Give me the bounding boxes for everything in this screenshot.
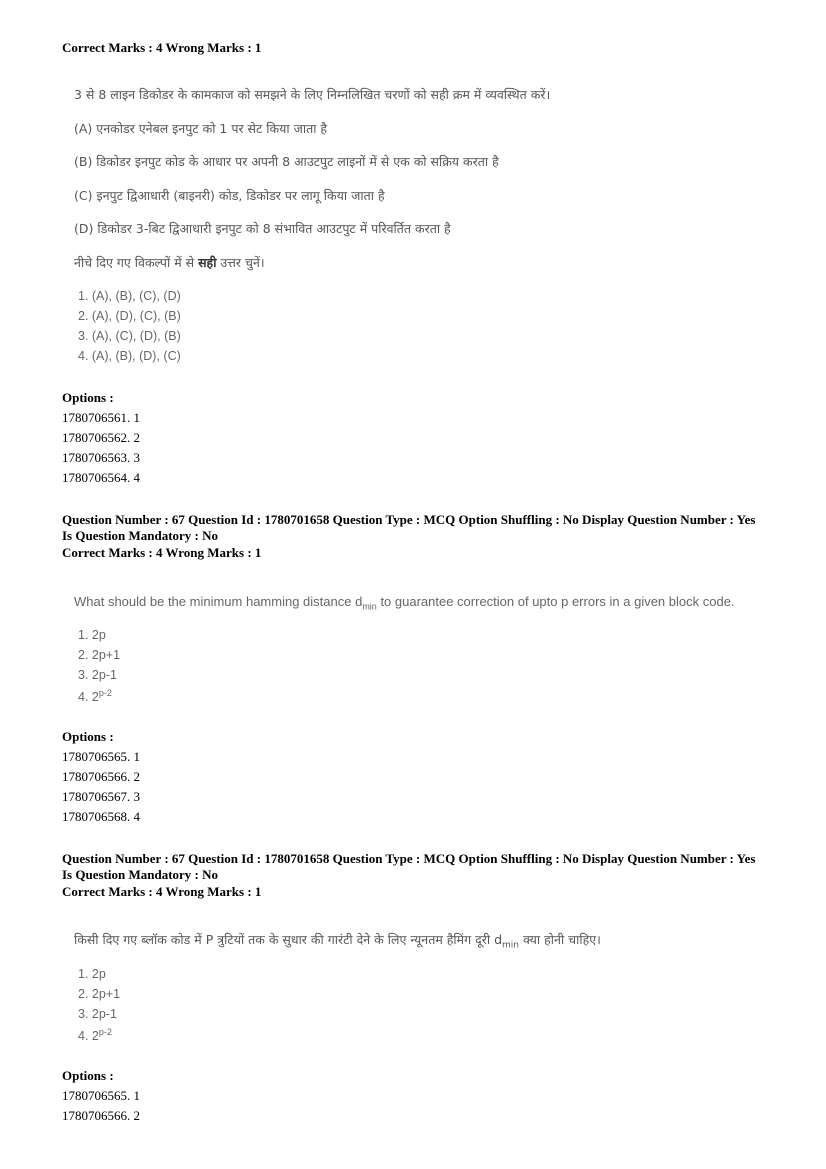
choice-4: 4. 2$^{p-2}$ [78, 1027, 112, 1044]
choice-1: 1. 2p [78, 628, 106, 642]
choice-4: 4. 2$^{p-2}$ [78, 688, 112, 705]
question-text: 3 से 8 लाइन डिकोडर के कामकाज को समझने के लिए निम्नलिखित चरणों को सही क्रम में व्यवस्थित करें। [74, 87, 551, 102]
statement-d: (D) डिकोडर 3-बिट द्विआधारी इनपुट को 8 संभावित आउटपुट में परिवर्तित करता है [74, 221, 451, 236]
choice-1: 1. 2p [78, 967, 106, 981]
choice-3: 3. 2p-1 [78, 668, 117, 682]
question-text: What should be the minimum hamming distance $d_{min}$ to guarantee correction of upto p errors in a given block code. [74, 594, 735, 612]
question-text: किसी दिए गए ब्लॉक कोड में P त्रुटियों तक के सुधार की गारंटी देने के लिए न्यूनतम हैमिंग दूरी $d_{min}$ क्या होनी चाहिए। [74, 932, 601, 951]
option-1: 1780706565. 1 [62, 749, 140, 764]
marks-line: Correct Marks : 4 Wrong Marks : 1 [62, 40, 262, 55]
option-4: 1780706568. 4 [62, 809, 140, 824]
choice-3: 3. (A), (C), (D), (B) [78, 329, 181, 343]
statement-a: (A) एनकोडर एनेबल इनपुट को 1 पर सेट किया जाता है [74, 121, 328, 136]
question-header: Question Number : 67 Question Id : 1780701658 Question Type : MCQ Option Shuffling : No Display Question Number : Yes [62, 512, 756, 527]
choice-2: 2. 2p+1 [78, 648, 121, 662]
option-4: 1780706564. 4 [62, 470, 140, 485]
mandatory-line: Is Question Mandatory : No [62, 528, 219, 543]
instruction: नीचे दिए गए विकल्पों में से सही उत्तर चुनें। [74, 255, 265, 270]
question-header: Question Number : 67 Question Id : 1780701658 Question Type : MCQ Option Shuffling : No Display Question Number : Yes [62, 851, 756, 866]
marks-line: Correct Marks : 4 Wrong Marks : 1 [62, 884, 262, 899]
options-label: Options : [62, 1068, 114, 1083]
statement-b: (B) डिकोडर इनपुट कोड के आधार पर अपनी 8 आउटपुट लाइनों में से एक को सक्रिय करता है [74, 154, 499, 169]
option-2: 1780706562. 2 [62, 430, 140, 445]
option-3: 1780706567. 3 [62, 789, 140, 804]
options-label: Options : [62, 729, 114, 744]
mandatory-line: Is Question Mandatory : No [62, 867, 219, 882]
choice-1: 1. (A), (B), (C), (D) [78, 289, 181, 303]
option-2: 1780706566. 2 [62, 1108, 140, 1123]
option-1: 1780706561. 1 [62, 410, 140, 425]
option-3: 1780706563. 3 [62, 450, 140, 465]
choice-2: 2. 2p+1 [78, 987, 121, 1001]
marks-line: Correct Marks : 4 Wrong Marks : 1 [62, 545, 262, 560]
options-label: Options : [62, 390, 114, 405]
option-2: 1780706566. 2 [62, 769, 140, 784]
choice-3: 3. 2p-1 [78, 1007, 117, 1021]
choice-4: 4. (A), (B), (D), (C) [78, 349, 181, 363]
choice-2: 2. (A), (D), (C), (B) [78, 309, 181, 323]
statement-c: (C) इनपुट द्विआधारी (बाइनरी) कोड, डिकोडर पर लागू किया जाता है [74, 188, 385, 203]
option-1: 1780706565. 1 [62, 1088, 140, 1103]
